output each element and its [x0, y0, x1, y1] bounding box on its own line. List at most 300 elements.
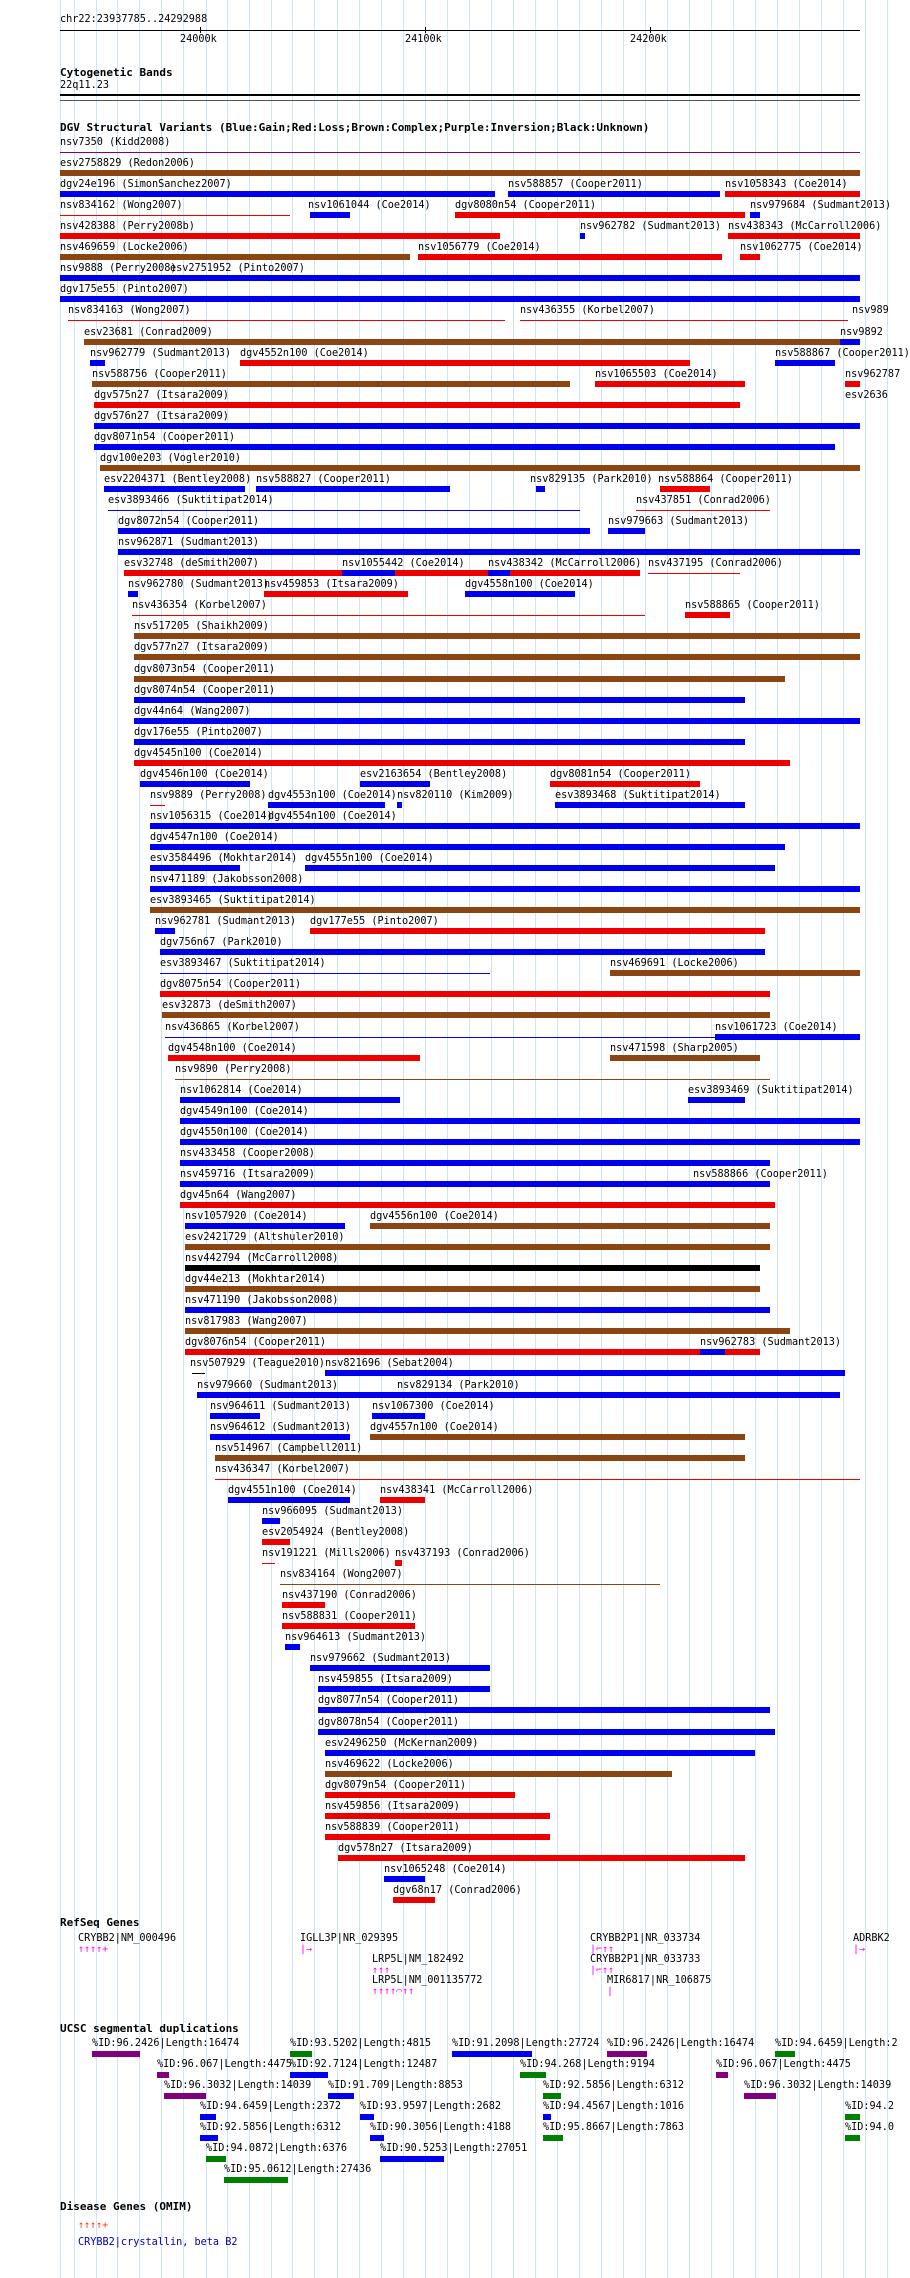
- dgv-variant-label[interactable]: dgv8080n54 (Cooper2011): [455, 200, 597, 211]
- dgv-variant-bar[interactable]: [150, 805, 165, 806]
- dgv-variant-bar[interactable]: [688, 1097, 745, 1103]
- dgv-variant-bar[interactable]: [175, 1079, 770, 1080]
- dgv-variant-label[interactable]: nsv437190 (Conrad2006): [282, 1590, 417, 1601]
- dgv-variant-label[interactable]: nsv9890 (Perry2008): [175, 1064, 292, 1075]
- dgv-variant-label[interactable]: nsv433458 (Cooper2008): [180, 1148, 315, 1159]
- refseq-gene-label[interactable]: LRP5L|NM_182492: [372, 1954, 465, 1965]
- dgv-variant-bar[interactable]: [610, 970, 860, 976]
- dgv-variant-bar[interactable]: [775, 360, 835, 366]
- dgv-variant-bar[interactable]: [608, 528, 645, 534]
- dgv-variant-bar[interactable]: [185, 1286, 760, 1292]
- dgv-variant-bar[interactable]: [305, 865, 775, 871]
- segdup-label[interactable]: %ID:95.0612|Length:27436: [224, 2164, 372, 2175]
- dgv-variant-bar[interactable]: [648, 573, 740, 574]
- segdup-bar[interactable]: [543, 2114, 551, 2120]
- gene-arrow-icon[interactable]: |⌐↑↑: [590, 1965, 615, 1976]
- segdup-label[interactable]: %ID:94.0: [845, 2122, 895, 2133]
- segdup-bar[interactable]: [775, 2051, 795, 2057]
- dgv-variant-label[interactable]: esv3893465 (Suktitipat2014): [150, 895, 316, 906]
- segdup-bar[interactable]: [290, 2051, 312, 2057]
- dgv-variant-label[interactable]: nsv1065248 (Coe2014): [384, 1864, 507, 1875]
- dgv-variant-bar[interactable]: [372, 1413, 425, 1419]
- dgv-variant-bar[interactable]: [60, 191, 495, 197]
- dgv-variant-bar[interactable]: [455, 212, 745, 218]
- dgv-variant-bar[interactable]: [555, 802, 745, 808]
- segdup-label[interactable]: %ID:93.9597|Length:2682: [360, 2101, 502, 2112]
- dgv-variant-bar[interactable]: [92, 381, 570, 387]
- refseq-track-title[interactable]: RefSeq Genes: [60, 1916, 140, 1929]
- dgv-variant-bar[interactable]: [180, 1160, 770, 1166]
- omim-gene-label[interactable]: CRYBB2|crystallin, beta B2: [78, 2237, 238, 2248]
- segdup-label[interactable]: %ID:96.067|Length:4475: [157, 2059, 292, 2070]
- dgv-variant-label[interactable]: nsv1058343 (Coe2014): [725, 179, 848, 190]
- dgv-variant-bar[interactable]: [150, 907, 860, 913]
- segdup-bar[interactable]: [744, 2093, 776, 2099]
- dgv-variant-bar[interactable]: [180, 1181, 770, 1187]
- dgv-variant-bar[interactable]: [118, 528, 590, 534]
- segdup-bar[interactable]: [716, 2072, 728, 2078]
- dgv-variant-label[interactable]: dgv4545n100 (Coe2014): [134, 748, 263, 759]
- segdup-label[interactable]: %ID:94.268|Length:9194: [520, 2059, 655, 2070]
- dgv-variant-bar[interactable]: [268, 802, 385, 808]
- dgv-variant-label[interactable]: nsv469659 (Locke2006): [60, 242, 189, 253]
- dgv-variant-bar[interactable]: [134, 718, 860, 724]
- dgv-variant-label[interactable]: nsv517205 (Shaikh2009): [134, 621, 269, 632]
- dgv-variant-bar[interactable]: [636, 510, 770, 511]
- dgv-variant-bar[interactable]: [508, 191, 720, 197]
- dgv-variant-bar[interactable]: [360, 781, 430, 787]
- dgv-variant-label[interactable]: nsv471189 (Jakobsson2008): [150, 874, 304, 885]
- dgv-variant-bar[interactable]: [725, 191, 860, 197]
- segdup-bar[interactable]: [380, 2156, 444, 2162]
- dgv-variant-bar[interactable]: [370, 1223, 770, 1229]
- dgv-track-title[interactable]: DGV Structural Variants (Blue:Gain;Red:Loss;Brown:Complex;Purple:Inversion;Black:Unknown): [60, 121, 650, 134]
- segdup-bar[interactable]: [92, 2051, 140, 2057]
- dgv-variant-label[interactable]: nsv962782 (Sudmant2013): [580, 221, 722, 232]
- segdup-label[interactable]: %ID:91.709|Length:8853: [328, 2080, 463, 2091]
- dgv-variant-bar[interactable]: [393, 1897, 435, 1903]
- segdup-label[interactable]: %ID:92.5856|Length:6312: [543, 2080, 685, 2091]
- dgv-variant-bar[interactable]: [750, 212, 760, 218]
- dgv-variant-label[interactable]: esv3893466 (Suktitipat2014): [108, 495, 274, 506]
- dgv-variant-label[interactable]: esv2054924 (Bentley2008): [262, 1527, 410, 1538]
- dgv-variant-label[interactable]: dgv4550n100 (Coe2014): [180, 1127, 309, 1138]
- dgv-variant-bar[interactable]: [325, 1834, 550, 1840]
- dgv-variant-bar[interactable]: [150, 844, 785, 850]
- dgv-variant-label[interactable]: nsv588866 (Cooper2011): [693, 1169, 828, 1180]
- segdup-bar[interactable]: [607, 2051, 647, 2057]
- dgv-variant-label[interactable]: dgv177e55 (Pinto2007): [310, 916, 439, 927]
- dgv-variant-label[interactable]: esv3893467 (Suktitipat2014): [160, 958, 326, 969]
- dgv-variant-label[interactable]: nsv7350 (Kidd2008): [60, 137, 171, 148]
- dgv-variant-label[interactable]: dgv8073n54 (Cooper2011): [134, 664, 276, 675]
- dgv-variant-bar[interactable]: [262, 1518, 280, 1524]
- dgv-variant-bar[interactable]: [465, 591, 575, 597]
- segdup-bar[interactable]: [224, 2177, 288, 2183]
- dgv-variant-label[interactable]: nsv471598 (Sharp2005): [610, 1043, 739, 1054]
- dgv-variant-label[interactable]: nsv979663 (Sudmant2013): [608, 516, 750, 527]
- dgv-variant-bar[interactable]: [740, 254, 760, 260]
- dgv-variant-label[interactable]: dgv8076n54 (Cooper2011): [185, 1337, 327, 1348]
- dgv-variant-bar[interactable]: [325, 1792, 515, 1798]
- gene-arrow-icon[interactable]: |→: [300, 1944, 313, 1955]
- dgv-variant-bar[interactable]: [60, 233, 500, 239]
- dgv-variant-label[interactable]: nsv436865 (Korbel2007): [165, 1022, 300, 1033]
- dgv-variant-bar[interactable]: [94, 423, 860, 429]
- cytoband-track-title[interactable]: Cytogenetic Bands: [60, 66, 173, 79]
- dgv-variant-label[interactable]: dgv44n64 (Wang2007): [134, 706, 251, 717]
- dgv-variant-bar[interactable]: [840, 339, 860, 345]
- dgv-variant-label[interactable]: nsv989: [852, 305, 889, 316]
- segdup-bar[interactable]: [200, 2114, 216, 2120]
- dgv-variant-label[interactable]: nsv514967 (Campbell2011): [215, 1443, 363, 1454]
- dgv-variant-label[interactable]: nsv588867 (Cooper2011): [775, 348, 910, 359]
- segdup-label[interactable]: %ID:92.5856|Length:6312: [200, 2122, 342, 2133]
- gene-arrow-icon[interactable]: ↑↑↑↑+: [78, 1944, 109, 1955]
- dgv-variant-label[interactable]: nsv459856 (Itsara2009): [325, 1801, 460, 1812]
- dgv-variant-bar[interactable]: [180, 1118, 860, 1124]
- dgv-variant-bar[interactable]: [160, 949, 765, 955]
- dgv-variant-label[interactable]: nsv821696 (Sebat2004): [325, 1358, 454, 1369]
- dgv-variant-bar[interactable]: [94, 444, 835, 450]
- dgv-variant-bar[interactable]: [134, 760, 790, 766]
- dgv-variant-label[interactable]: nsv588839 (Cooper2011): [325, 1822, 460, 1833]
- dgv-variant-label[interactable]: nsv964611 (Sudmant2013): [210, 1401, 352, 1412]
- dgv-variant-label[interactable]: nsv1061044 (Coe2014): [308, 200, 431, 211]
- dgv-variant-bar[interactable]: [384, 1876, 425, 1882]
- dgv-variant-bar[interactable]: [60, 170, 860, 176]
- dgv-variant-bar[interactable]: [685, 612, 730, 618]
- dgv-variant-bar[interactable]: [168, 1055, 420, 1061]
- dgv-variant-label[interactable]: dgv4556n100 (Coe2014): [370, 1211, 499, 1222]
- dgv-variant-bar[interactable]: [280, 1584, 660, 1585]
- segdup-label[interactable]: %ID:96.2426|Length:16474: [92, 2038, 240, 2049]
- dgv-variant-bar[interactable]: [700, 1349, 725, 1355]
- dgv-variant-label[interactable]: dgv8081n54 (Cooper2011): [550, 769, 692, 780]
- dgv-variant-label[interactable]: nsv964613 (Sudmant2013): [285, 1632, 427, 1643]
- dgv-variant-label[interactable]: dgv4555n100 (Coe2014): [305, 853, 434, 864]
- dgv-variant-label[interactable]: nsv588831 (Cooper2011): [282, 1611, 417, 1622]
- dgv-variant-label[interactable]: esv2163654 (Bentley2008): [360, 769, 508, 780]
- dgv-variant-label[interactable]: dgv576n27 (Itsara2009): [94, 411, 229, 422]
- dgv-variant-label[interactable]: nsv588857 (Cooper2011): [508, 179, 643, 190]
- segdup-bar[interactable]: [360, 2114, 374, 2120]
- dgv-variant-bar[interactable]: [262, 1563, 275, 1564]
- dgv-variant-label[interactable]: dgv756n67 (Park2010): [160, 937, 283, 948]
- dgv-variant-label[interactable]: nsv191221 (Mills2006): [262, 1548, 391, 1559]
- segdup-track-title[interactable]: UCSC segmental duplications: [60, 2022, 239, 2035]
- dgv-variant-bar[interactable]: [68, 320, 505, 321]
- dgv-variant-label[interactable]: nsv471190 (Jakobsson2008): [185, 1295, 339, 1306]
- dgv-variant-label[interactable]: dgv4553n100 (Coe2014): [268, 790, 397, 801]
- dgv-variant-label[interactable]: nsv834163 (Wong2007): [68, 305, 191, 316]
- omim-track-title[interactable]: Disease Genes (OMIM): [60, 2200, 193, 2213]
- dgv-variant-label[interactable]: dgv45n64 (Wang2007): [180, 1190, 297, 1201]
- segdup-label[interactable]: %ID:94.0872|Length:6376: [206, 2143, 348, 2154]
- dgv-variant-label[interactable]: nsv438343 (McCarroll2006): [728, 221, 882, 232]
- dgv-variant-bar[interactable]: [282, 1623, 415, 1629]
- dgv-variant-label[interactable]: nsv588827 (Cooper2011): [256, 474, 391, 485]
- dgv-variant-bar[interactable]: [342, 570, 395, 576]
- segdup-label[interactable]: %ID:95.8667|Length:7863: [543, 2122, 685, 2133]
- dgv-variant-label[interactable]: nsv1061723 (Coe2014): [715, 1022, 838, 1033]
- dgv-variant-bar[interactable]: [132, 615, 645, 616]
- dgv-variant-bar[interactable]: [134, 676, 785, 682]
- dgv-variant-bar[interactable]: [180, 1139, 860, 1145]
- dgv-variant-bar[interactable]: [282, 1602, 325, 1608]
- segdup-label[interactable]: %ID:90.3056|Length:4188: [370, 2122, 512, 2133]
- dgv-variant-label[interactable]: esv2421729 (Altshuler2010): [185, 1232, 345, 1243]
- dgv-variant-bar[interactable]: [100, 465, 860, 471]
- dgv-variant-bar[interactable]: [580, 233, 585, 239]
- dgv-variant-bar[interactable]: [60, 254, 410, 260]
- gene-arrow-icon[interactable]: ↑↑↑: [372, 1965, 391, 1976]
- dgv-variant-label[interactable]: nsv1057920 (Coe2014): [185, 1211, 308, 1222]
- dgv-variant-bar[interactable]: [310, 1665, 490, 1671]
- dgv-variant-label[interactable]: esv3893469 (Suktitipat2014): [688, 1085, 854, 1096]
- dgv-variant-bar[interactable]: [228, 1497, 350, 1503]
- dgv-variant-bar[interactable]: [150, 886, 860, 892]
- dgv-variant-label[interactable]: dgv175e55 (Pinto2007): [60, 284, 189, 295]
- dgv-variant-label[interactable]: nsv964612 (Sudmant2013): [210, 1422, 352, 1433]
- dgv-variant-bar[interactable]: [185, 1349, 760, 1355]
- dgv-variant-bar[interactable]: [155, 928, 175, 934]
- gene-arrow-icon[interactable]: |: [607, 1986, 614, 1997]
- dgv-variant-bar[interactable]: [610, 1055, 760, 1061]
- dgv-variant-label[interactable]: nsv979662 (Sudmant2013): [310, 1653, 452, 1664]
- dgv-variant-bar[interactable]: [185, 1223, 345, 1229]
- dgv-variant-label[interactable]: dgv4551n100 (Coe2014): [228, 1485, 357, 1496]
- dgv-variant-bar[interactable]: [397, 802, 402, 808]
- dgv-variant-bar[interactable]: [90, 360, 105, 366]
- dgv-variant-bar[interactable]: [210, 1413, 260, 1419]
- gene-arrow-icon[interactable]: ↑↑↑↑+: [78, 2220, 109, 2231]
- dgv-variant-bar[interactable]: [185, 1265, 760, 1271]
- dgv-variant-bar[interactable]: [488, 570, 510, 576]
- dgv-variant-label[interactable]: dgv578n27 (Itsara2009): [338, 1843, 473, 1854]
- dgv-variant-label[interactable]: nsv1056779 (Coe2014): [418, 242, 541, 253]
- refseq-gene-label[interactable]: LRP5L|NM_001135772: [372, 1975, 483, 1986]
- dgv-variant-label[interactable]: dgv8075n54 (Cooper2011): [160, 979, 302, 990]
- dgv-variant-bar[interactable]: [660, 486, 710, 492]
- dgv-variant-label[interactable]: nsv588865 (Cooper2011): [685, 600, 820, 611]
- dgv-variant-label[interactable]: nsv436354 (Korbel2007): [132, 600, 267, 611]
- dgv-variant-label[interactable]: dgv8071n54 (Cooper2011): [94, 432, 236, 443]
- segdup-bar[interactable]: [164, 2093, 206, 2099]
- dgv-variant-label[interactable]: nsv436347 (Korbel2007): [215, 1464, 350, 1475]
- dgv-variant-label[interactable]: dgv8074n54 (Cooper2011): [134, 685, 276, 696]
- dgv-variant-label[interactable]: nsv1056315 (Coe2014): [150, 811, 273, 822]
- dgv-variant-bar[interactable]: [395, 1560, 402, 1566]
- dgv-variant-bar[interactable]: [104, 486, 245, 492]
- dgv-variant-bar[interactable]: [150, 823, 860, 829]
- dgv-variant-bar[interactable]: [128, 591, 138, 597]
- dgv-variant-label[interactable]: dgv8078n54 (Cooper2011): [318, 1717, 460, 1728]
- dgv-variant-bar[interactable]: [728, 233, 860, 239]
- segdup-bar[interactable]: [370, 2135, 384, 2141]
- refseq-gene-label[interactable]: IGLL3P|NR_029395: [300, 1933, 399, 1944]
- segdup-label[interactable]: %ID:94.4567|Length:1016: [543, 2101, 685, 2112]
- dgv-variant-label[interactable]: nsv459853 (Itsara2009): [264, 579, 399, 590]
- dgv-variant-bar[interactable]: [134, 654, 860, 660]
- segdup-label[interactable]: %ID:96.067|Length:4475: [716, 2059, 851, 2070]
- dgv-variant-bar[interactable]: [215, 1455, 745, 1461]
- dgv-variant-label[interactable]: nsv9892: [840, 327, 883, 338]
- dgv-variant-label[interactable]: nsv459855 (Itsara2009): [318, 1674, 453, 1685]
- dgv-variant-label[interactable]: dgv68n17 (Conrad2006): [393, 1885, 522, 1896]
- segdup-bar[interactable]: [290, 2072, 328, 2078]
- refseq-gene-label[interactable]: CRYBB2P1|NR_033733: [590, 1954, 701, 1965]
- dgv-variant-label[interactable]: nsv437193 (Conrad2006): [395, 1548, 530, 1559]
- segdup-label[interactable]: %ID:96.3032|Length:14039: [744, 2080, 892, 2091]
- dgv-variant-bar[interactable]: [192, 1373, 205, 1374]
- segdup-bar[interactable]: [328, 2093, 354, 2099]
- dgv-variant-bar[interactable]: [318, 1686, 490, 1692]
- dgv-variant-label[interactable]: nsv817983 (Wang2007): [185, 1316, 308, 1327]
- dgv-variant-label[interactable]: dgv24e196 (SimonSanchez2007): [60, 179, 232, 190]
- dgv-variant-label[interactable]: nsv820110 (Kim2009): [397, 790, 514, 801]
- dgv-variant-label[interactable]: nsv588756 (Cooper2011): [92, 369, 227, 380]
- dgv-variant-bar[interactable]: [715, 1034, 860, 1040]
- dgv-variant-label[interactable]: nsv962781 (Sudmant2013): [155, 916, 297, 927]
- dgv-variant-label[interactable]: nsv1067300 (Coe2014): [372, 1401, 495, 1412]
- dgv-variant-label[interactable]: nsv1062814 (Coe2014): [180, 1085, 303, 1096]
- segdup-label[interactable]: %ID:96.3032|Length:14039: [164, 2080, 312, 2091]
- dgv-variant-label[interactable]: dgv577n27 (Itsara2009): [134, 642, 269, 653]
- segdup-label[interactable]: %ID:94.6459|Length:2: [775, 2038, 898, 2049]
- dgv-variant-bar[interactable]: [595, 381, 745, 387]
- refseq-gene-label[interactable]: ADRBK2: [853, 1933, 890, 1944]
- dgv-variant-bar[interactable]: [325, 1750, 755, 1756]
- dgv-variant-bar[interactable]: [215, 1479, 860, 1480]
- dgv-variant-bar[interactable]: [325, 1771, 672, 1777]
- segdup-label[interactable]: %ID:91.2098|Length:27724: [452, 2038, 600, 2049]
- dgv-variant-label[interactable]: dgv8072n54 (Cooper2011): [118, 516, 260, 527]
- dgv-variant-label[interactable]: dgv4548n100 (Coe2014): [168, 1043, 297, 1054]
- refseq-gene-label[interactable]: CRYBB2P1|NR_033734: [590, 1933, 701, 1944]
- dgv-variant-label[interactable]: nsv834162 (Wong2007): [60, 200, 183, 211]
- dgv-variant-label[interactable]: nsv834164 (Wong2007): [280, 1569, 403, 1580]
- dgv-variant-bar[interactable]: [60, 296, 860, 302]
- dgv-variant-label[interactable]: esv32748 (deSmith2007): [124, 558, 259, 569]
- dgv-variant-bar[interactable]: [140, 781, 250, 787]
- segdup-bar[interactable]: [845, 2114, 860, 2120]
- dgv-variant-bar[interactable]: [845, 381, 860, 387]
- segdup-label[interactable]: %ID:96.2426|Length:16474: [607, 2038, 755, 2049]
- dgv-variant-label[interactable]: nsv962779 (Sudmant2013): [90, 348, 232, 359]
- dgv-variant-bar[interactable]: [108, 510, 580, 511]
- refseq-gene-label[interactable]: MIR6817|NR_106875: [607, 1975, 712, 1986]
- dgv-variant-label[interactable]: esv2636: [845, 390, 888, 401]
- dgv-variant-bar[interactable]: [134, 697, 745, 703]
- dgv-variant-label[interactable]: nsv437851 (Conrad2006): [636, 495, 771, 506]
- dgv-variant-label[interactable]: nsv436355 (Korbel2007): [520, 305, 655, 316]
- dgv-variant-label[interactable]: nsv9888 (Perry2008): [60, 263, 177, 274]
- dgv-variant-bar[interactable]: [94, 402, 740, 408]
- dgv-variant-bar[interactable]: [520, 320, 848, 321]
- segdup-label[interactable]: %ID:92.7124|Length:12487: [290, 2059, 438, 2070]
- dgv-variant-bar[interactable]: [310, 212, 350, 218]
- gene-arrow-icon[interactable]: ↑↑↑↑⌒↑↑: [372, 1986, 415, 1997]
- dgv-variant-label[interactable]: nsv442794 (McCarroll2008): [185, 1253, 339, 1264]
- dgv-variant-bar[interactable]: [160, 991, 770, 997]
- segdup-bar[interactable]: [200, 2135, 218, 2141]
- dgv-variant-bar[interactable]: [84, 339, 860, 345]
- segdup-bar[interactable]: [543, 2093, 561, 2099]
- dgv-variant-bar[interactable]: [210, 1434, 350, 1440]
- dgv-variant-bar[interactable]: [418, 254, 722, 260]
- dgv-variant-label[interactable]: esv23681 (Conrad2009): [84, 327, 213, 338]
- segdup-bar[interactable]: [845, 2135, 860, 2141]
- dgv-variant-label[interactable]: dgv8079n54 (Cooper2011): [325, 1780, 467, 1791]
- dgv-variant-label[interactable]: dgv44e213 (Mokhtar2014): [185, 1274, 327, 1285]
- segdup-label[interactable]: %ID:94.6459|Length:2372: [200, 2101, 342, 2112]
- dgv-variant-label[interactable]: dgv4558n100 (Coe2014): [465, 579, 594, 590]
- dgv-variant-bar[interactable]: [370, 1434, 745, 1440]
- dgv-variant-label[interactable]: nsv829135 (Park2010): [530, 474, 653, 485]
- segdup-label[interactable]: %ID:93.5202|Length:4815: [290, 2038, 432, 2049]
- dgv-variant-label[interactable]: nsv428388 (Perry2008b): [60, 221, 195, 232]
- dgv-variant-bar[interactable]: [60, 152, 860, 153]
- dgv-variant-label[interactable]: nsv588864 (Cooper2011): [658, 474, 793, 485]
- dgv-variant-label[interactable]: dgv4552n100 (Coe2014): [240, 348, 369, 359]
- dgv-variant-label[interactable]: nsv979660 (Sudmant2013): [197, 1380, 339, 1391]
- dgv-variant-label[interactable]: nsv438341 (McCarroll2006): [380, 1485, 534, 1496]
- dgv-variant-label[interactable]: dgv4554n100 (Coe2014): [268, 811, 397, 822]
- dgv-variant-label[interactable]: esv3584496 (Mokhtar2014): [150, 853, 298, 864]
- dgv-variant-bar[interactable]: [185, 1244, 770, 1250]
- dgv-variant-label[interactable]: esv3893468 (Suktitipat2014): [555, 790, 721, 801]
- dgv-variant-label[interactable]: esv2751952 (Pinto2007): [170, 263, 305, 274]
- dgv-variant-bar[interactable]: [185, 1328, 790, 1334]
- dgv-variant-label[interactable]: nsv962787: [845, 369, 901, 380]
- dgv-variant-label[interactable]: nsv829134 (Park2010): [397, 1380, 520, 1391]
- dgv-variant-bar[interactable]: [550, 781, 700, 787]
- segdup-bar[interactable]: [452, 2051, 532, 2057]
- dgv-variant-label[interactable]: esv2496250 (McKernan2009): [325, 1738, 479, 1749]
- dgv-variant-label[interactable]: nsv459716 (Itsara2009): [180, 1169, 315, 1180]
- dgv-variant-bar[interactable]: [397, 1392, 840, 1398]
- dgv-variant-label[interactable]: dgv100e203 (Vogler2010): [100, 453, 242, 464]
- dgv-variant-label[interactable]: esv2758829 (Redon2006): [60, 158, 195, 169]
- dgv-variant-bar[interactable]: [285, 1644, 300, 1650]
- dgv-variant-bar[interactable]: [318, 1707, 770, 1713]
- dgv-variant-label[interactable]: nsv966095 (Sudmant2013): [262, 1506, 404, 1517]
- segdup-label[interactable]: %ID:94.2: [845, 2101, 895, 2112]
- dgv-variant-bar[interactable]: [134, 739, 745, 745]
- dgv-variant-label[interactable]: nsv1055442 (Coe2014): [342, 558, 465, 569]
- dgv-variant-label[interactable]: nsv9889 (Perry2008): [150, 790, 267, 801]
- dgv-variant-bar[interactable]: [150, 865, 240, 871]
- dgv-variant-label[interactable]: nsv962780 (Sudmant2013): [128, 579, 270, 590]
- dgv-variant-bar[interactable]: [180, 1202, 775, 1208]
- dgv-variant-bar[interactable]: [310, 928, 765, 934]
- dgv-variant-label[interactable]: dgv575n27 (Itsara2009): [94, 390, 229, 401]
- dgv-variant-label[interactable]: nsv979684 (Sudmant2013): [750, 200, 892, 211]
- dgv-variant-bar[interactable]: [60, 215, 290, 216]
- dgv-variant-bar[interactable]: [60, 275, 860, 281]
- dgv-variant-label[interactable]: dgv176e55 (Pinto2007): [134, 727, 263, 738]
- refseq-gene-label[interactable]: CRYBB2|NM_000496: [78, 1933, 177, 1944]
- dgv-variant-label[interactable]: esv2204371 (Bentley2008): [104, 474, 252, 485]
- dgv-variant-label[interactable]: nsv962871 (Sudmant2013): [118, 537, 260, 548]
- dgv-variant-bar[interactable]: [240, 360, 690, 366]
- dgv-variant-bar[interactable]: [180, 1097, 400, 1103]
- cytoband-bar[interactable]: [60, 94, 860, 96]
- dgv-variant-label[interactable]: esv32873 (deSmith2007): [162, 1000, 297, 1011]
- dgv-variant-label[interactable]: dgv4546n100 (Coe2014): [140, 769, 269, 780]
- dgv-variant-bar[interactable]: [693, 1181, 740, 1187]
